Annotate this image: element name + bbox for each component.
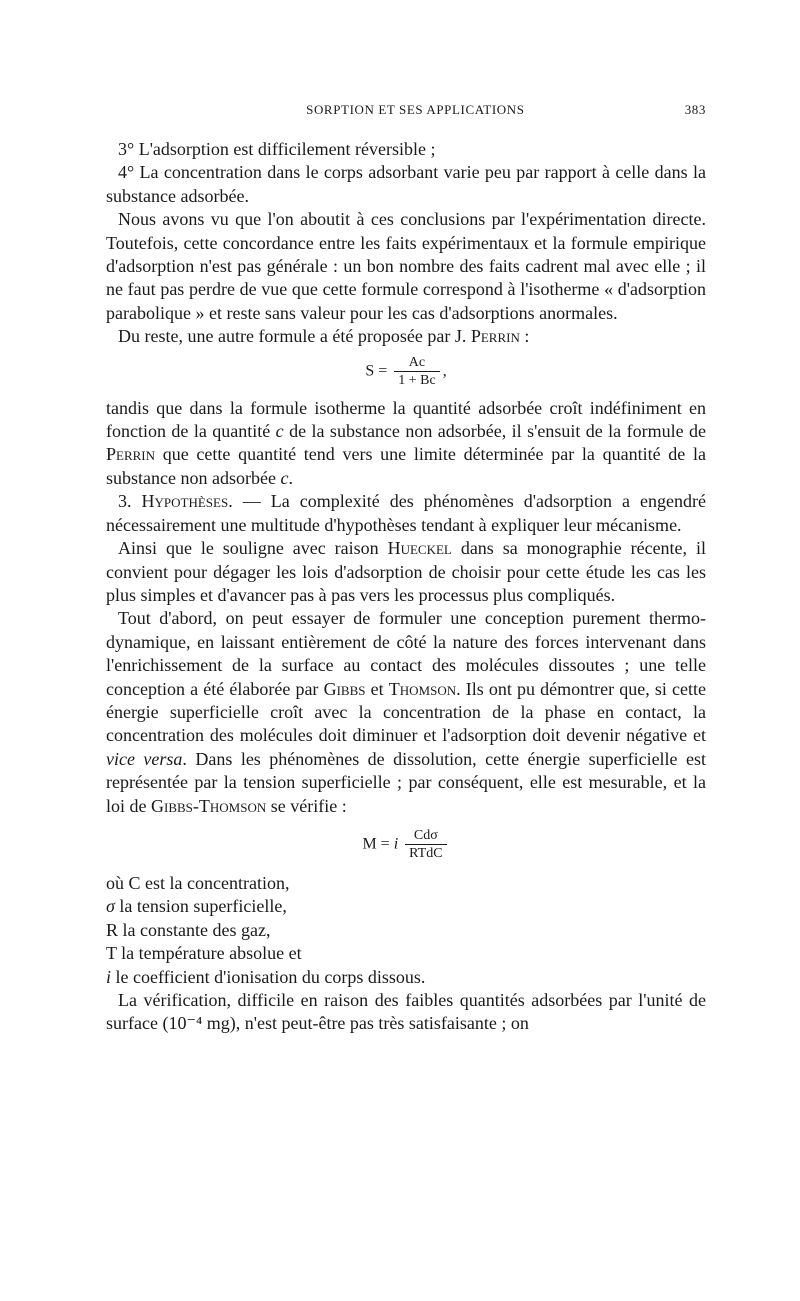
fraction — [405, 828, 446, 862]
law-name: Gibbs-Thomson — [151, 795, 267, 816]
text: Du reste, une autre formule a été proposée par J. — [118, 326, 471, 347]
text: R la constante des gaz, — [106, 919, 271, 940]
formula-perrin — [106, 355, 706, 389]
author-name: Perrin — [470, 326, 520, 347]
author-name: Perrin — [106, 444, 156, 465]
formula-lhs: M = — [362, 835, 390, 853]
book-page — [106, 102, 706, 1036]
text: — La complexité des phénomènes d'adsorption a engendré nécessairement une multitude d'hypothèses tendant à expliquer leur mécanisme. — [106, 491, 707, 535]
text: se vérifie : — [266, 795, 347, 816]
paragraph-thermodynamic — [106, 607, 706, 818]
text: et — [365, 678, 389, 699]
text: tandis que dans la formule isotherme la quantité adsorbée croît indéfiniment en fonction de la quantité — [106, 397, 706, 442]
denominator: 1 + Bc — [398, 372, 436, 388]
paragraph-hueckel — [106, 537, 706, 607]
symbol: i — [106, 966, 112, 987]
text: . Ils ont pu démontrer que, si cette énergie superficielle croît avec la concentration de la phase en contact, la concentration des molécules doit diminuer et l'adsorption doit devenir négative et — [106, 678, 707, 746]
variable: c — [280, 467, 289, 488]
definition-item — [106, 895, 706, 918]
text: Ainsi que le souligne avec raison — [118, 538, 388, 559]
paragraph-isotherm — [106, 397, 706, 491]
paragraph-point-4: 4° La concentration dans le corps adsorbant varie peu par rapport à celle dans la substance adsorbée. — [106, 162, 706, 206]
text: . Dans les phénomènes de dissolution, cette énergie superficielle est représentée par la tension superficielle ; par conséquent, elle est mesurable, et la loi de — [106, 748, 706, 816]
text: : — [519, 326, 530, 347]
paragraph-verification: La vérification, difficile en raison des faibles quantités adsorbées par l'unité de surface (10⁻⁴ mg), n'est peut-être pas très satisfaisante ; on — [106, 990, 706, 1034]
paragraph-point-3: 3° L'adsorption est difficilement réversible ; — [118, 139, 436, 159]
text: la tension superficielle, — [114, 896, 287, 917]
section-heading: Hypothèses. — [141, 491, 233, 512]
text: que cette quantité tend vers une limite déterminée par la quantité de la substance non adsorbée — [106, 444, 706, 488]
text: Tout d'abord, on peut essayer de formuler une conception purement thermo-dynamique, en laissant entièrement de côté la nature des forces intervenant dans l'enrichissement de la surface au contact des molécules dissoutes ; une telle conception a été élaborée par — [106, 608, 706, 699]
numerator: Cdσ — [405, 828, 446, 845]
author-name: Gibbs — [323, 678, 366, 699]
definitions-list — [106, 872, 706, 989]
variable: c — [275, 421, 284, 442]
text: . — [288, 467, 293, 488]
italic-phrase: vice versa — [106, 748, 183, 769]
definition-item — [106, 919, 706, 942]
numerator: Ac — [394, 355, 439, 372]
running-header — [106, 102, 706, 118]
author-name: Thomson — [388, 678, 457, 699]
text: dans sa monographie récente, il convient pour dégager les lois d'adsorption de choisir pour cette étude les cas les plus simples et d'avancer pas à pas vers les processus plus compliqués. — [106, 538, 706, 605]
section-number: 3. — [118, 491, 142, 512]
author-name: Hueckel — [387, 538, 452, 559]
symbol: σ — [106, 896, 115, 917]
formula-lhs: S = — [365, 362, 388, 380]
paragraph-perrin-intro — [106, 325, 706, 348]
definition-item — [106, 942, 706, 965]
page-number: 383 — [684, 102, 706, 117]
running-title: SORPTION ET SES APPLICATIONS — [306, 102, 525, 117]
definition-item — [106, 872, 706, 895]
paragraph-conclusions: Nous avons vu que l'on aboutit à ces conclusions par l'expérimentation directe. Toutefois, cette concordance entre les faits expérimentaux et la formule empirique d'adsorption n'est pas générale : un bon nombre des faits cadrent mal avec elle ; il ne faut pas perdre de vue que cette formule correspond à l'isotherme « d'adsorption parabolique » et reste sans valeur pour les cas d'adsorptions anormales. — [106, 209, 706, 323]
text: où C est la concentration, — [106, 872, 290, 893]
definition-item — [106, 966, 706, 989]
fraction — [394, 355, 439, 389]
text: T la température absolue et — [106, 943, 302, 964]
text: de la substance non adsorbée, il s'ensuit de la formule de — [283, 421, 707, 442]
paragraph-hypotheses — [106, 490, 706, 537]
formula-factor: i — [393, 835, 399, 853]
denominator: RTdC — [409, 845, 443, 861]
formula-gibbs-thomson — [106, 828, 706, 862]
formula-tail: , — [442, 362, 447, 380]
text: le coefficient d'ionisation du corps dissous. — [111, 966, 426, 987]
